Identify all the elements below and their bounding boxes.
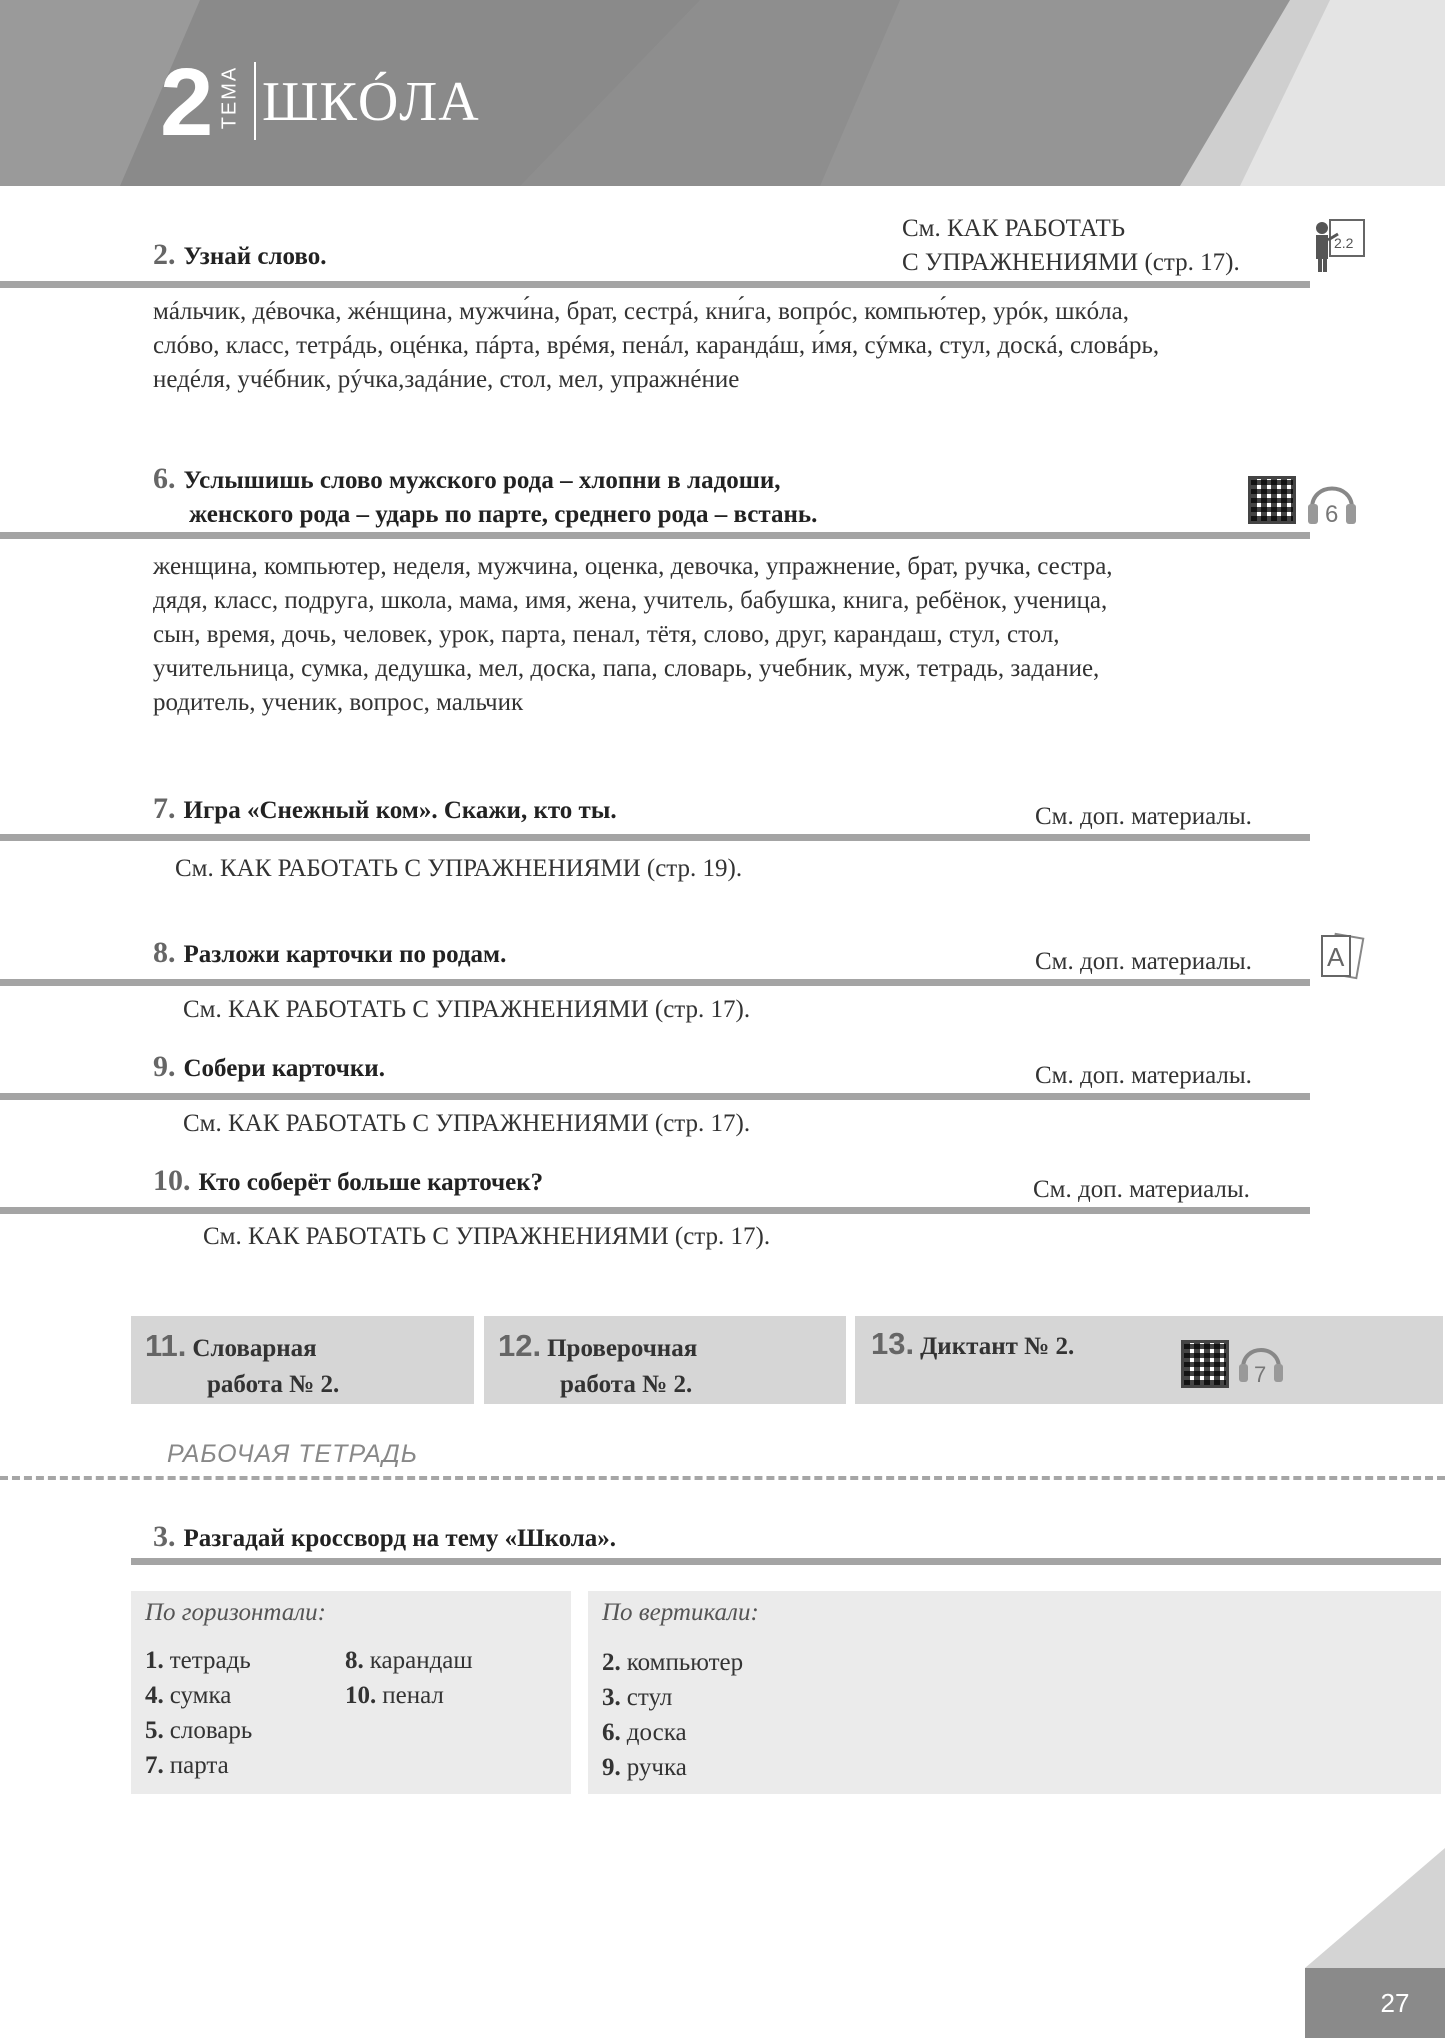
teacher-board-icon [1310, 216, 1366, 274]
across-column-1 [145, 1643, 252, 1783]
qr-code-icon [1248, 476, 1296, 524]
across-column-2 [345, 1643, 473, 1713]
exercise-6-word-list: женщина, компьютер, неделя, мужчина, оценка, девочка, упражнение, брат, ручка, сестра, дядя, класс, подруга, школа, мама, имя, жена, учитель, бабушка, книга, ребёнок, ученица, сын, время, дочь, человек, урок, парта, пенал, тётя, слово, друг, карандаш, стул, стол, учительница, сумка, дедушка, мел, доска, папа, словарь, учебник, муж, тетрадь, задание, родитель, ученик, вопрос, мальчик [153, 553, 1113, 716]
exercise-9-rule [0, 1093, 1310, 1100]
workbook-label: РАБОЧАЯ ТЕТРАДЬ [167, 1440, 418, 1468]
topic-number: 2 [160, 49, 214, 156]
exercise-13-box: 13. Диктант № 2. 7 [855, 1316, 1443, 1404]
exercise-9-reference: См. доп. материалы. [1035, 1062, 1252, 1089]
clue-item: 9. ручка [602, 1754, 687, 1781]
workbook-exercise-3-heading: 3. Разгадай кроссворд на тему «Школа». [153, 1520, 617, 1553]
clue-item: 6. доска [602, 1719, 687, 1746]
exercise-6-heading: 6. Услышишь слово мужского рода – хлопни в ладоши, женского рода – ударь по парте, среднего рода – встань. [153, 462, 818, 528]
exercise-10-rule [0, 1207, 1310, 1214]
down-clues-box [588, 1591, 1441, 1794]
clue-item: 8. карандаш [345, 1647, 473, 1674]
exercise-8-rule [0, 979, 1310, 986]
exercise-2-rule [0, 281, 1310, 288]
exercise-7-reference: См. доп. материалы. [1035, 803, 1252, 830]
exercise-2-reference: См. КАК РАБОТАТЬ С УПРАЖНЕНИЯМИ (стр. 17). [902, 215, 1240, 276]
clue-item: 2. компьютер [602, 1649, 744, 1676]
svg-text:6: 6 [1325, 501, 1339, 528]
svg-text:2.2: 2.2 [1334, 235, 1354, 251]
svg-text:A: A [1327, 942, 1345, 972]
exercise-8-body: См. КАК РАБОТАТЬ С УПРАЖНЕНИЯМИ (стр. 17). [183, 996, 751, 1023]
exercise-8-reference: См. доп. материалы. [1035, 948, 1252, 975]
clue-item: 7. парта [145, 1752, 229, 1779]
exercise-10-reference: См. доп. материалы. [1033, 1176, 1250, 1203]
exercise-8-heading: 8. Разложи карточки по родам. [153, 936, 507, 969]
clue-item: 1. тетрадь [145, 1647, 251, 1674]
exercise-2-heading: 2. Узнай слово. [153, 238, 327, 271]
header-divider [254, 62, 256, 140]
down-heading: По вертикали: [602, 1599, 759, 1626]
corner-decoration [1305, 1848, 1445, 1968]
exercise-7-rule [0, 834, 1310, 841]
chapter-header [0, 0, 1445, 186]
topic-label: ТЕМА [218, 65, 241, 130]
exercise-10-body: См. КАК РАБОТАТЬ С УПРАЖНЕНИЯМИ (стр. 17). [203, 1223, 771, 1250]
down-column [602, 1645, 743, 1785]
topic-title: ШКÓЛА [262, 71, 480, 133]
headphones-icon [1304, 472, 1360, 528]
headphones-icon [1235, 1336, 1287, 1388]
clue-item: 3. стул [602, 1684, 673, 1711]
exercise-12-box: 12. Проверочная работа № 2. [484, 1316, 846, 1404]
exercise-9-body: См. КАК РАБОТАТЬ С УПРАЖНЕНИЯМИ (стр. 17). [183, 1110, 751, 1137]
header-background-shapes [0, 0, 1445, 186]
svg-text:7: 7 [1254, 1362, 1267, 1387]
exercise-11-box: 11. Словарная работа № 2. [131, 1316, 474, 1404]
cards-icon [1318, 932, 1366, 982]
clue-item: 5. словарь [145, 1717, 253, 1744]
exercise-6-rule [0, 532, 1310, 539]
section-dashed-divider [0, 1476, 1445, 1480]
page-number: 27 [1305, 1968, 1445, 2038]
exercise-10-heading: 10. Кто соберёт больше карточек? [153, 1164, 544, 1197]
across-heading: По горизонтали: [145, 1599, 326, 1626]
clue-item: 10. пенал [345, 1682, 444, 1709]
workbook-exercise-3-rule [131, 1558, 1441, 1565]
clue-item: 4. сумка [145, 1682, 232, 1709]
exercise-2-word-list: мáльчик, дéвочка, жéнщина, мужчи́на, брат, сестрá, кни́га, вопрóс, компью́тер, урóк, шкóла, слóво, класс, тетрáдь, оцéнка, пáрта, врéмя, пенáл, карандáш, и́мя, сýмка, стул, доскá, словáрь, недéля, учéбник, рýчка,задáние, стол, мел, упражнéние [153, 298, 1160, 393]
exercise-9-heading: 9. Собери карточки. [153, 1050, 385, 1083]
qr-code-icon [1181, 1340, 1229, 1388]
exercise-7-body: См. КАК РАБОТАТЬ С УПРАЖНЕНИЯМИ (стр. 19). [175, 855, 743, 882]
exercise-7-heading: 7. Игра «Снежный ком». Скажи, кто ты. [153, 792, 617, 825]
across-clues-box [131, 1591, 571, 1794]
